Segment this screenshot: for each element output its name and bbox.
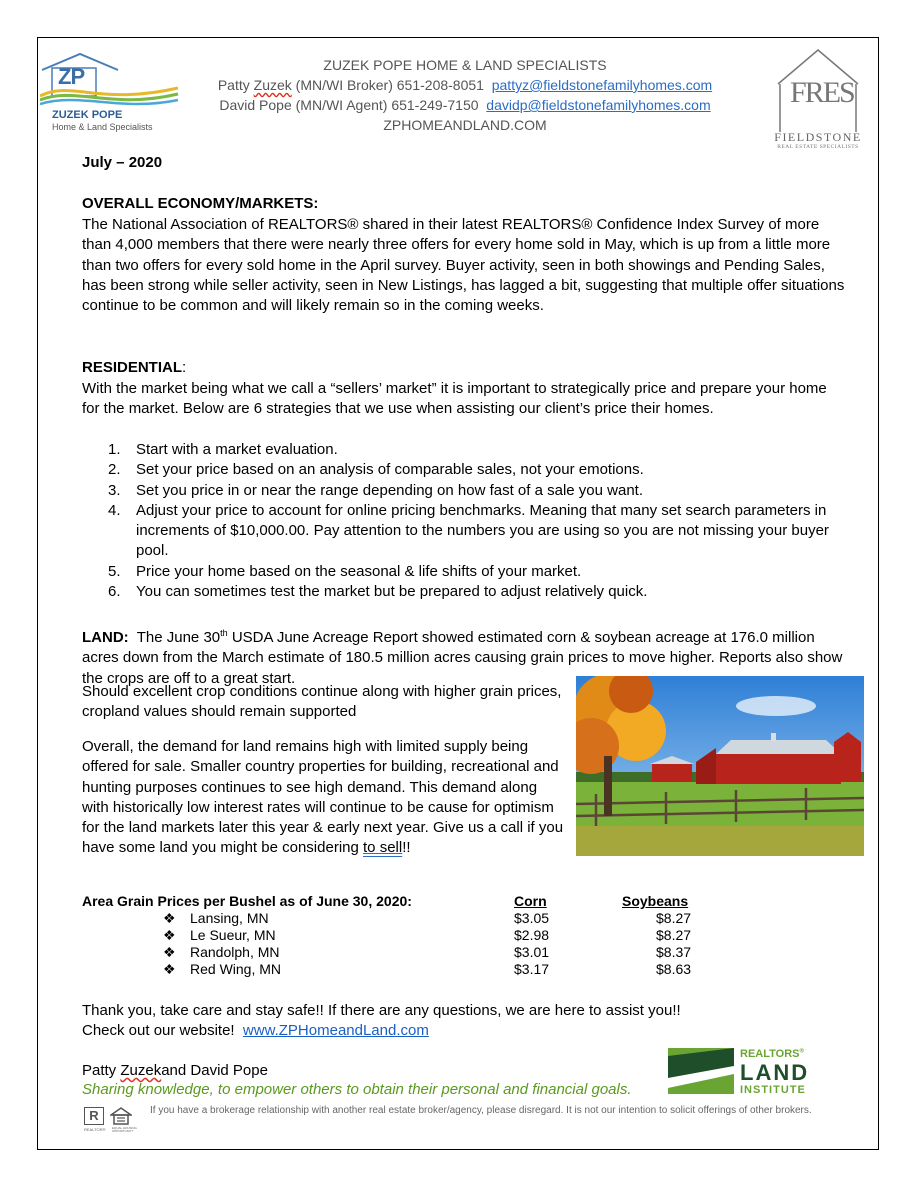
zuzek-pope-logo — [40, 50, 180, 134]
list-item: 6. You can sometimes test the market but be prepared to adjust relatively quick. — [108, 583, 648, 601]
footer-disclaimer: If you have a brokerage relationship with another real estate broker/agency, please disregard. It is not our intention to solicit offerings of other brokers. — [150, 1105, 812, 1116]
header-company: ZUZEK POPE HOME & LAND SPECIALISTS — [323, 57, 607, 73]
barn-photo — [576, 676, 864, 856]
logo-mark: ZP — [58, 64, 85, 89]
realtor-r-icon: R — [84, 1107, 104, 1125]
table-row: ❖ Le Sueur, MN $2.98 $8.27 — [163, 927, 692, 943]
fieldstone-tagline: REAL ESTATE SPECIALISTS — [777, 144, 859, 150]
land-paragraph-3: Overall, the demand for land remains high with limited supply being offered for sale. Smaller country properties for building, recreational and hunting purposes continues to see high demand. This demand along with historically low interest rates will continue to be cause for optimism for the land markets later this year & early next year. Give us a call if you have some land you might be considering to sell!! — [82, 738, 564, 857]
realtor-label: REALTOR® — [84, 1127, 106, 1132]
list-item: 5. Price your home based on the seasonal & life shifts of your market. — [108, 562, 582, 580]
fieldstone-mark: FRES — [790, 76, 854, 109]
list-item: 1. Start with a market evaluation. — [108, 441, 338, 458]
table-row: ❖ Red Wing, MN $3.17 $8.63 — [163, 961, 692, 977]
economy-body: The National Association of REALTORS® shared in their latest REALTORS® Confidence Index Survey of more than 4,000 members that there were nearly three offers for every home sold in May, which is up from a little more than two offers for every sold home in the April survey. Buyer activity, seen in both showings and Pending Sales, has been strong while seller activity, seen in New Listings, has lagged a bit, suggesting that multiple offer situations continue to be common and will likely remain so in the coming weeks. — [82, 216, 845, 315]
bullet-icon: ❖ — [163, 927, 176, 943]
closing-tagline: Sharing knowledge, to empower others to obtain their personal and financial goals. — [82, 1081, 632, 1098]
grain-col-corn: Corn — [514, 893, 547, 909]
land-paragraph-2: Should excellent crop conditions continue along with higher grain prices, cropland values should remain supported — [82, 683, 562, 721]
newsletter-date: July – 2020 — [82, 154, 163, 171]
header-line-david: David Pope (MN/WI Agent) 651-249-7150 davidp@fieldstonefamilyhomes.com — [219, 97, 711, 113]
website-link[interactable]: www.ZPHomeandLand.com — [242, 1022, 429, 1039]
list-item: 3. Set you price in or near the range depending on how fast of a sale you want. — [108, 481, 643, 499]
rli-line2: LAND — [740, 1060, 810, 1085]
equal-housing-icon — [110, 1107, 132, 1125]
header-line-patty: Patty Zuzek (MN/WI Broker) 651-208-8051 pattyz@fieldstonefamilyhomes.com — [217, 77, 713, 93]
strategy-list — [108, 440, 848, 602]
residential-heading: RESIDENTIAL: — [82, 359, 187, 376]
realtors-land-institute-logo — [668, 1048, 840, 1096]
bullet-icon: ❖ — [163, 944, 176, 960]
list-item: 4. Adjust your price to account for online pricing benchmarks. Meaning that many set search parameters in increments of $10,000.00. Pay attention to the numbers you are using so you are not missing your buyer pool. — [108, 501, 829, 560]
table-row: ❖ Randolph, MN $3.01 $8.37 — [163, 944, 692, 960]
closing-thanks: Thank you, take care and stay safe!! If there are any questions, we are here to assist you!! — [82, 1002, 681, 1019]
signature: Patty Zuzekand David Pope — [82, 1062, 268, 1079]
land-field-icon — [668, 1048, 734, 1094]
table-row: ❖ Lansing, MN $3.05 $8.27 — [163, 910, 692, 926]
residential-intro: With the market being what we call a “sellers’ market” it is important to strategically price and prepare your home for the market. Below are 6 strategies that we use when assisting our client’s price their homes. — [82, 380, 827, 418]
rli-line1: REALTORS® — [740, 1048, 804, 1060]
rli-line3: INSTITUTE — [740, 1084, 806, 1096]
fieldstone-name: FIELDSTONE — [774, 130, 862, 144]
land-paragraph-1: LAND: The June 30th USDA June Acreage Report showed estimated corn & soybean acreage at 176.0 million acres down from the March estimate of 180.5 million acres causing grain prices to move higher. Reports also show the crops are off to a great start. — [82, 628, 843, 687]
economy-heading: OVERALL ECONOMY/MARKETS: — [82, 195, 319, 212]
fieldstone-logo — [768, 44, 868, 154]
bullet-icon: ❖ — [163, 910, 176, 926]
grain-title: Area Grain Prices per Bushel as of June 30, 2020: — [82, 893, 412, 909]
email-david-link[interactable]: davidp@fieldstonefamilyhomes.com — [486, 97, 711, 113]
header-website: ZPHOMEANDLAND.COM — [383, 117, 547, 133]
email-patty-link[interactable]: pattyz@fieldstonefamilyhomes.com — [491, 77, 713, 93]
bullet-icon: ❖ — [163, 961, 176, 977]
logo-name: ZUZEK POPE — [52, 109, 123, 121]
closing-website-line: Check out our website! www.ZPHomeandLand.com — [82, 1022, 429, 1039]
equal-housing-label: EQUAL HOUSING OPPORTUNITY — [112, 1126, 137, 1133]
logo-tagline: Home & Land Specialists — [52, 122, 153, 132]
grain-col-soybeans: Soybeans — [622, 893, 689, 909]
list-item: 2. Set your price based on an analysis of comparable sales, not your emotions. — [108, 461, 644, 479]
